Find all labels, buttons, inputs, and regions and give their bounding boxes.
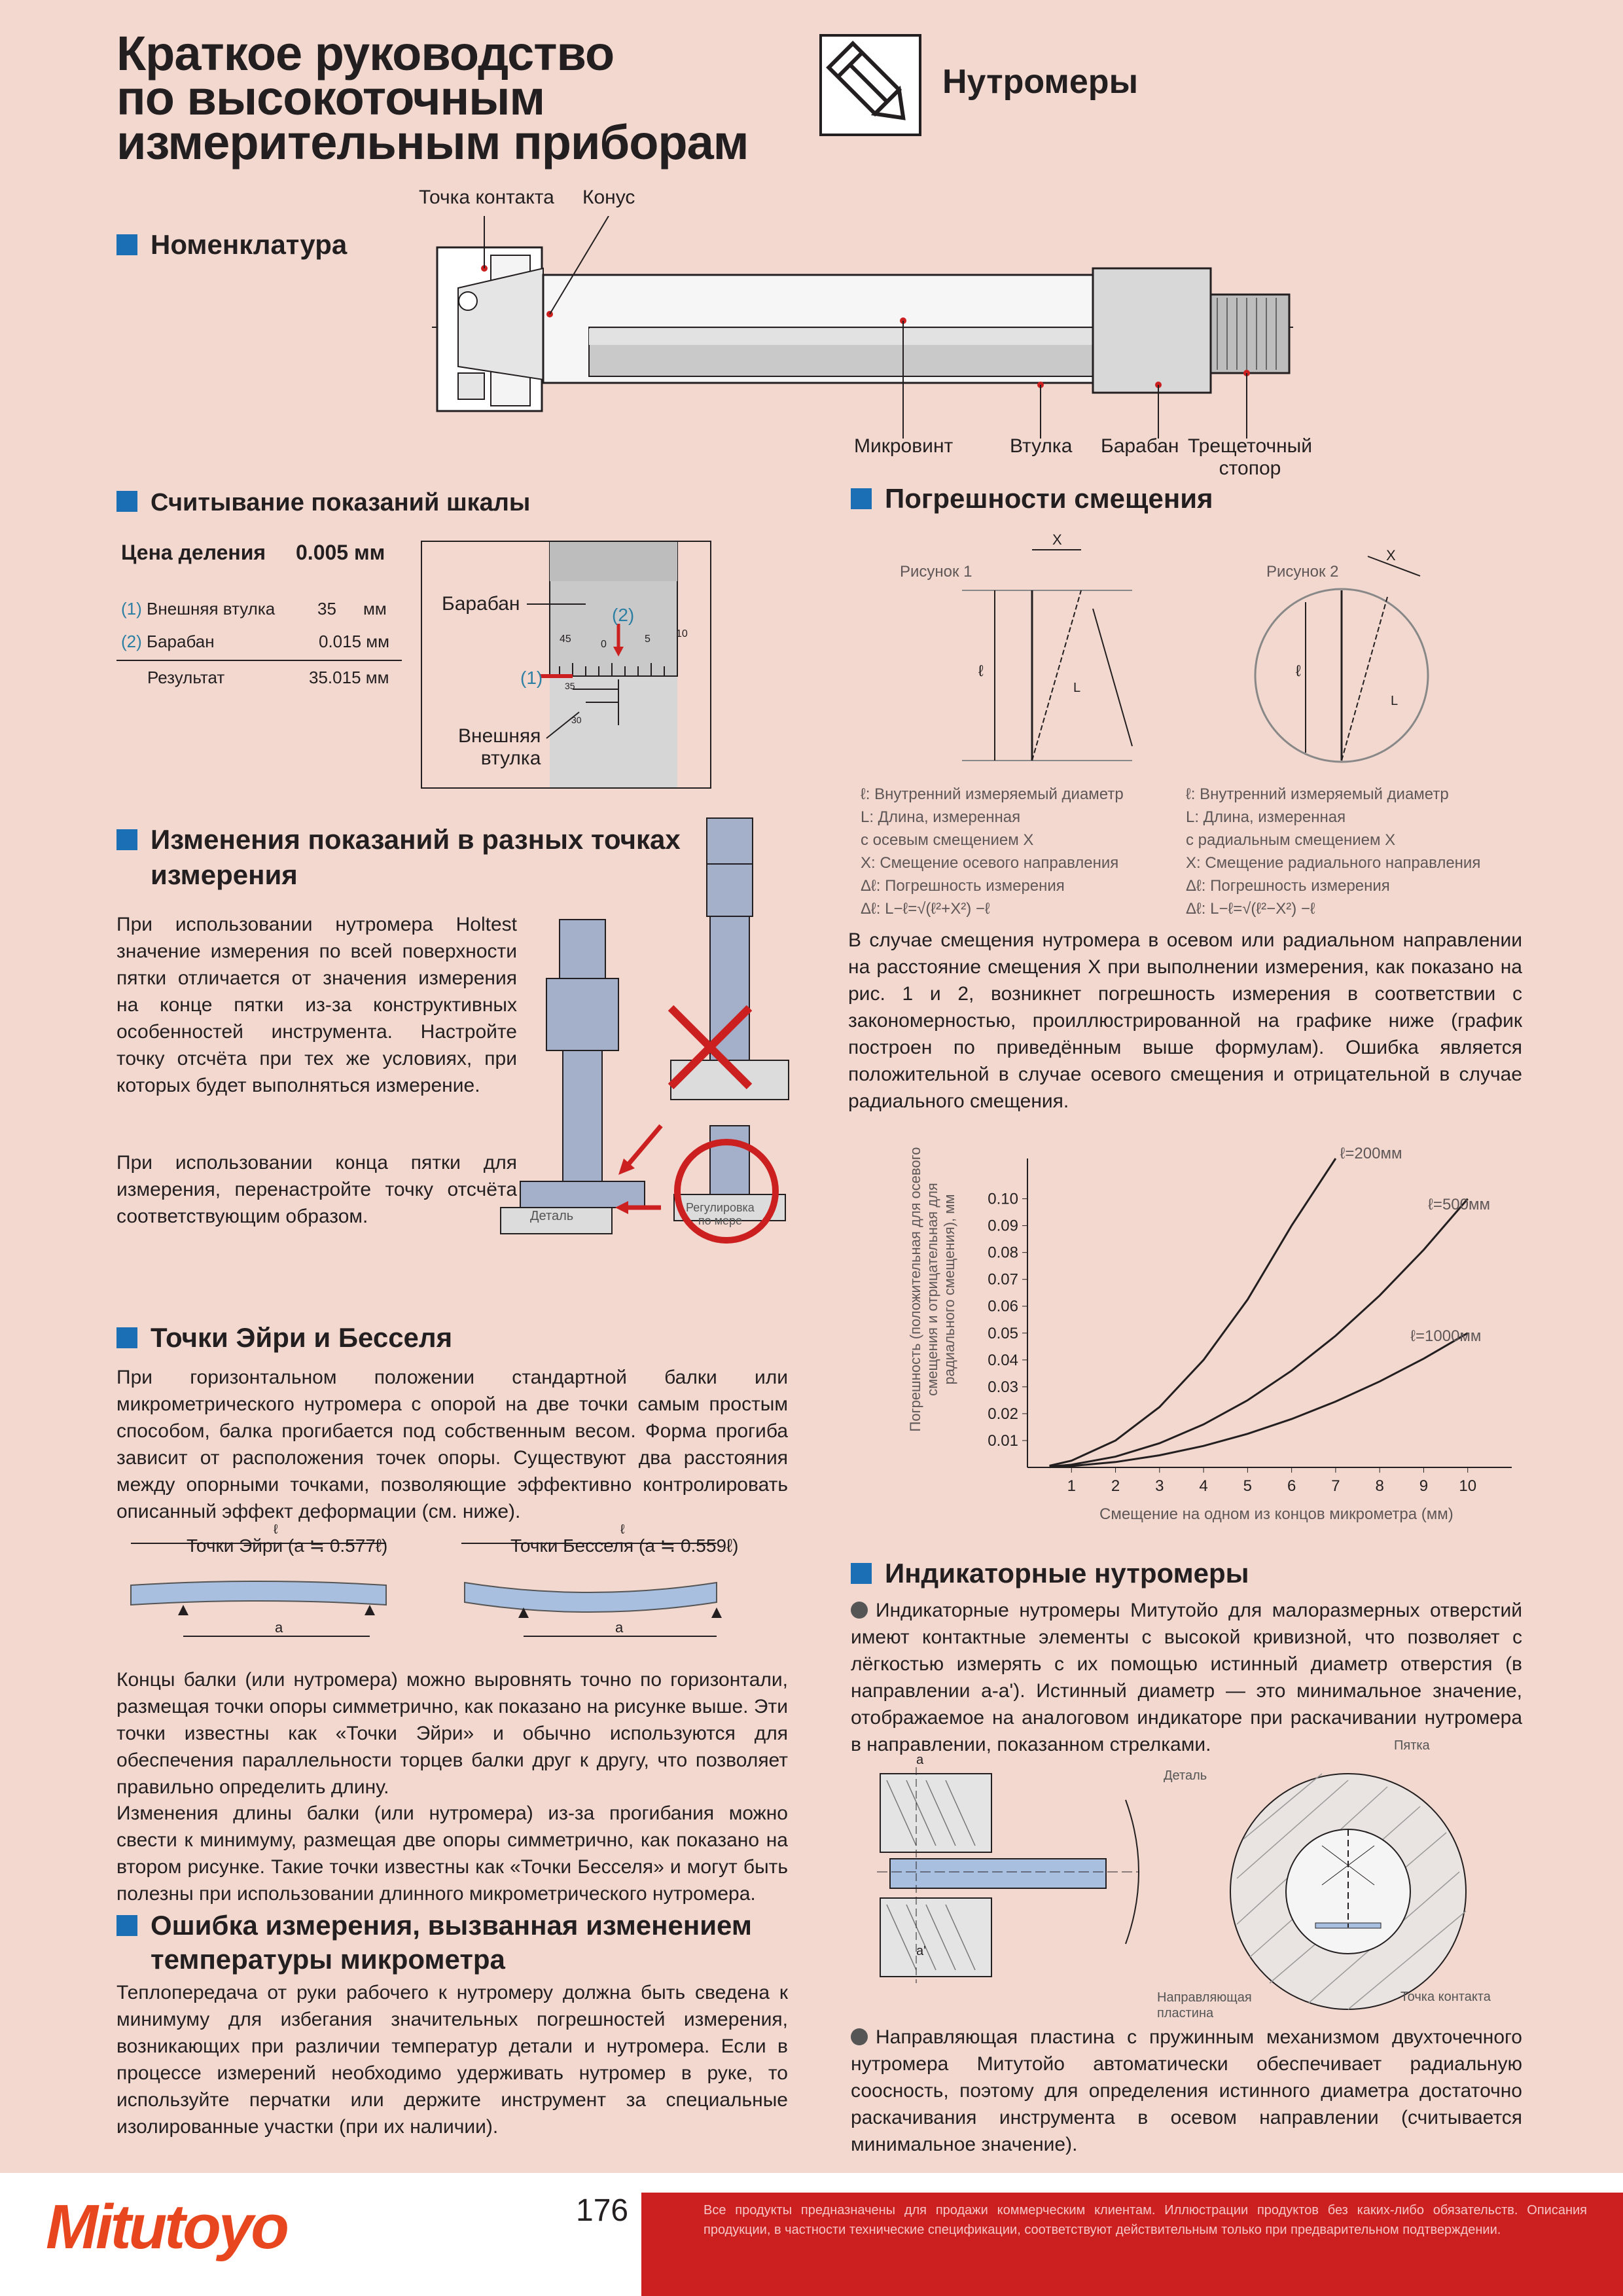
detail-label: Деталь — [530, 1209, 574, 1223]
adjust-label: Регулировка по мере — [686, 1201, 755, 1227]
scale-row-outer-value: 35 — [317, 599, 336, 619]
chart-x-tick-label: 2 — [1111, 1477, 1120, 1495]
chart-series-line — [1050, 1333, 1468, 1467]
misalignment-para: В случае смещения нутромера в осевом или радиальном направлении на расстояние смещения X при выполнении измерения, как показано на рис. 1 и 2, возникнет погрешность измерения в соответствии с закономерностью, проиллюстрированной на графике ниже (график построен по приведённым выше формулам). Ошибка является положительной в случае осевого смещения и отрицательной в случае радиального смещения. — [848, 929, 1522, 1112]
fig-tick-0: 0 — [601, 639, 607, 650]
chart-x-tick-label: 10 — [1459, 1477, 1477, 1495]
temperature-para: Теплопередача от руки рабочего к нутромеру должна быть сведена к минимуму для избегания значительных погрешностей измерения, возникающих при различии температур детали и нутромера. Если в процессе измерений необходимо удерживать нутромер в руке, то используйте перчатки или держите инструмент за специальные изолированные участки (при их наличии). — [116, 1982, 788, 2138]
fig-tick-45: 45 — [560, 634, 571, 645]
section-marker-icon — [851, 1563, 872, 1584]
page-title: Краткое руководство по высокоточным измерительным приборам — [116, 26, 749, 170]
fig2-x: X — [1386, 547, 1396, 564]
scale-reading-figure — [421, 541, 711, 789]
chart-y-tick-label: 0.02 — [988, 1405, 1018, 1423]
pencil-ruler-icon — [819, 34, 921, 136]
fig1-label: Рисунок 1 — [900, 563, 972, 581]
section-marker-icon — [116, 234, 137, 255]
chart-y-tick-label: 0.07 — [988, 1270, 1018, 1289]
airy-para-3: Изменения длины балки (или нутромера) из-за прогибания можно свести к минимуму, размещая две опоры симметрично, как показано на втором рисунке. Такие точки известны как «Точки Бесселя» и могут быть полезны при использовании длинного микрометрического нутромера. — [116, 1803, 788, 1905]
section-marker-icon — [116, 491, 137, 512]
fig-mark-2: (2) — [612, 605, 635, 625]
fig-thimble-label: Барабан — [442, 593, 520, 615]
section-marker-icon — [116, 829, 137, 850]
section-nomenclature-heading: Номенклатура — [116, 228, 347, 262]
airy-para-2: Концы балки (или нутромера) можно выровнять точно по горизонтали, размещая точки опоры симметрично, как показано на рисунке выше. Эти точки известны как «Точки Эйри» и обычно используются для обеспечения параллельности торцев балки друг к другу, что позволяет правильно определить длину. — [116, 1669, 788, 1798]
fig1-L: L — [1073, 681, 1081, 695]
label-guide-plate: Направляющая пластина — [1157, 1990, 1252, 2020]
airy-ell: ℓ — [274, 1522, 278, 1537]
chart-series-line — [1050, 1199, 1468, 1467]
fig2-L: L — [1391, 694, 1399, 708]
brand-logo: Mitutoyo — [46, 2192, 287, 2262]
dial-para-1: Индикаторные нутромеры Митутойо для малоразмерных отверстий имеют контактные элементы с высокой кривизной, что позволяет с лёгкостью измерять с их помощью истинный диаметр отверстия (в направлении a-a'). Истинный диаметр — это минимальное значение, отображаемое на аналоговом индикаторе при раскачивании нутромера в направлении, показанном стрелками. — [851, 1600, 1522, 1755]
holtest-micrometer-drawing — [419, 216, 1309, 452]
label-contact-point: Точка контакта — [419, 187, 554, 208]
label-contact: Точка контакта — [1400, 1990, 1491, 2004]
section-marker-icon — [116, 1915, 137, 1936]
bessel-points-label: Точки Бесселя (a ≒ 0.559ℓ) — [510, 1535, 739, 1556]
section-temperature-heading: Ошибка измерения, вызванная изменением температуры микрометра — [116, 1909, 752, 1977]
fig-outer-sleeve-label: Внешняя втулка — [458, 725, 541, 769]
changes-para-2: При использовании конца пятки для измерения, перенастройте точку отсчёта соответствующим образом. — [116, 1152, 517, 1227]
chart-x-tick-label: 3 — [1155, 1477, 1164, 1495]
fig-tick-10: 10 — [676, 628, 688, 639]
chart-y-tick-label: 0.09 — [988, 1217, 1018, 1235]
bullet-icon — [851, 1602, 868, 1619]
fig-sleeve-tick-30: 30 — [571, 715, 582, 725]
section-dial-heading: Индикаторные нутромеры — [851, 1556, 1249, 1590]
chart-x-tick-label: 4 — [1199, 1477, 1208, 1495]
section-airy-heading: Точки Эйри и Бесселя — [116, 1321, 452, 1355]
label-micrometer-screw: Микровинт — [854, 435, 954, 457]
misalignment-figures — [897, 530, 1486, 779]
label-anvil: Пятка — [1394, 1738, 1430, 1753]
division-label: Цена деления — [121, 541, 266, 564]
chart-series-line — [1050, 1158, 1336, 1466]
fig-mark-1: (1) — [520, 668, 543, 688]
fig2-label: Рисунок 2 — [1266, 563, 1339, 581]
divider — [116, 660, 402, 661]
section-misalignment-heading: Погрешности смещения — [851, 482, 1213, 516]
label-a: a — [916, 1753, 924, 1767]
label-a-prime: a' — [916, 1944, 926, 1958]
dial-para-2: Направляющая пластина с пружинным механизмом двухточечного нутромера Митутойо автоматически обеспечивает радиальную соосность, поэтому для определения истинного диаметра достаточно раскачивания инструмента в осевом направлении (считывается минимальное значение). — [851, 2026, 1522, 2155]
chart-x-axis-label: Смещение на одном из концов микрометра (мм) — [1099, 1505, 1454, 1523]
chart-x-tick-label: 6 — [1287, 1477, 1296, 1495]
airy-points-label: Точки Эйри (a ≒ 0.577ℓ) — [187, 1535, 388, 1556]
chart-x-tick-label: 8 — [1375, 1477, 1384, 1495]
changes-para-1: При использовании нутромера Holtest значение измерения по всей поверхности пятки отличается от значения измерения на конце пятки из-за конструктивных особенностей инструмента. Настройте точку отсчёта при тех же условиях, при которых будет выполняться измерение. — [116, 914, 517, 1096]
chart-y-tick-label: 0.03 — [988, 1378, 1018, 1396]
chart-y-tick-label: 0.05 — [988, 1324, 1018, 1342]
chart-y-tick-label: 0.06 — [988, 1297, 1018, 1316]
holtest-setting-figure — [494, 812, 808, 1257]
fig-tick-5: 5 — [645, 634, 651, 645]
bessel-ell: ℓ — [620, 1522, 625, 1537]
label-thimble: Барабан — [1101, 435, 1179, 457]
chart-series-label: ℓ=200мм — [1340, 1145, 1402, 1162]
chart-y-tick-label: 0.08 — [988, 1244, 1018, 1262]
scale-row-thimble-value: 0.015 мм — [319, 632, 390, 651]
chart-y-axis-label: Погрешность (положительная для осевого смещения и отрицательная для радиального смещения), мм — [907, 1147, 957, 1432]
chart-x-tick-label: 7 — [1331, 1477, 1340, 1495]
label-ratchet: Трещеточный стопор — [1188, 435, 1312, 479]
section-marker-icon — [116, 1327, 137, 1348]
dial-bore-gauge-figure — [877, 1761, 1531, 2022]
scale-row-outer: (1) Внешняя втулка — [121, 599, 276, 619]
footer-disclaimer: Все продукты предназначены для продажи коммерческим клиентам. Иллюстрации продуктов без каких-либо обязательств. Описания продукции, в частности технические спецификации, соответствуют действительным только при предварительном подтверждении. — [704, 2203, 1587, 2237]
airy-a: a — [275, 1619, 283, 1636]
category-title: Нутромеры — [942, 63, 1138, 101]
chart-x-tick-label: 9 — [1419, 1477, 1429, 1495]
result-value: 35.015 мм — [309, 668, 389, 687]
bullet-icon — [851, 2028, 868, 2045]
division-value: 0.005 мм — [296, 541, 385, 564]
label-sleeve: Втулка — [1010, 435, 1073, 457]
chart-series-label: ℓ=500мм — [1428, 1195, 1491, 1213]
legend-fig1: ℓ: Внутренний измеряемый диаметр L: Длина, измеренная с осевым смещением X X: Смещение осевого направления Δℓ: Погрешность измерения Δℓ: L−ℓ=√(ℓ²+X²) −ℓ — [861, 785, 1124, 918]
chart-x-tick-label: 1 — [1067, 1477, 1076, 1495]
misalignment-error-chart — [897, 1132, 1525, 1538]
label-cone: Конус — [582, 187, 635, 208]
chart-y-tick-label: 0.01 — [988, 1431, 1018, 1450]
section-changes-heading: Изменения показаний в разных точках измерения — [116, 822, 681, 893]
scale-row-outer-unit: мм — [363, 599, 387, 619]
airy-para-1: При горизонтальном положении стандартной балки или микрометрического нутромера с опорой на две точки самым простым способом, балка прогибается под собственным весом. Форма прогиба зависит от расположения точек опоры. Существуют два расстояния между опорными точками, позволяющие эффективно контролировать описанный эффект деформации (см. ниже). — [116, 1367, 788, 1522]
chart-x-tick-label: 5 — [1243, 1477, 1253, 1495]
bessel-a: a — [615, 1619, 624, 1636]
page-number: 176 — [576, 2193, 629, 2228]
legend-fig2: ℓ: Внутренний измеряемый диаметр L: Длина, измеренная с радиальным смещением X X: Смещение радиального направления Δℓ: Погрешность измерения Δℓ: L−ℓ=√(ℓ²−X²) −ℓ — [1186, 785, 1481, 918]
fig1-ell: ℓ — [978, 662, 984, 680]
result-label: Результат — [147, 668, 225, 687]
chart-series-label: ℓ=1000мм — [1410, 1327, 1482, 1346]
chart-y-tick-label: 0.04 — [988, 1351, 1018, 1369]
section-marker-icon — [851, 488, 872, 509]
chart-y-tick-label: 0.10 — [988, 1190, 1018, 1208]
fig-sleeve-tick-35: 35 — [565, 681, 575, 691]
section-scale-heading: Считывание показаний шкалы — [116, 486, 530, 520]
fig1-x: X — [1052, 531, 1062, 548]
scale-row-thimble: (2) Барабан — [121, 632, 215, 651]
fig2-ell: ℓ — [1296, 662, 1301, 680]
label-detail: Деталь — [1164, 1768, 1207, 1783]
